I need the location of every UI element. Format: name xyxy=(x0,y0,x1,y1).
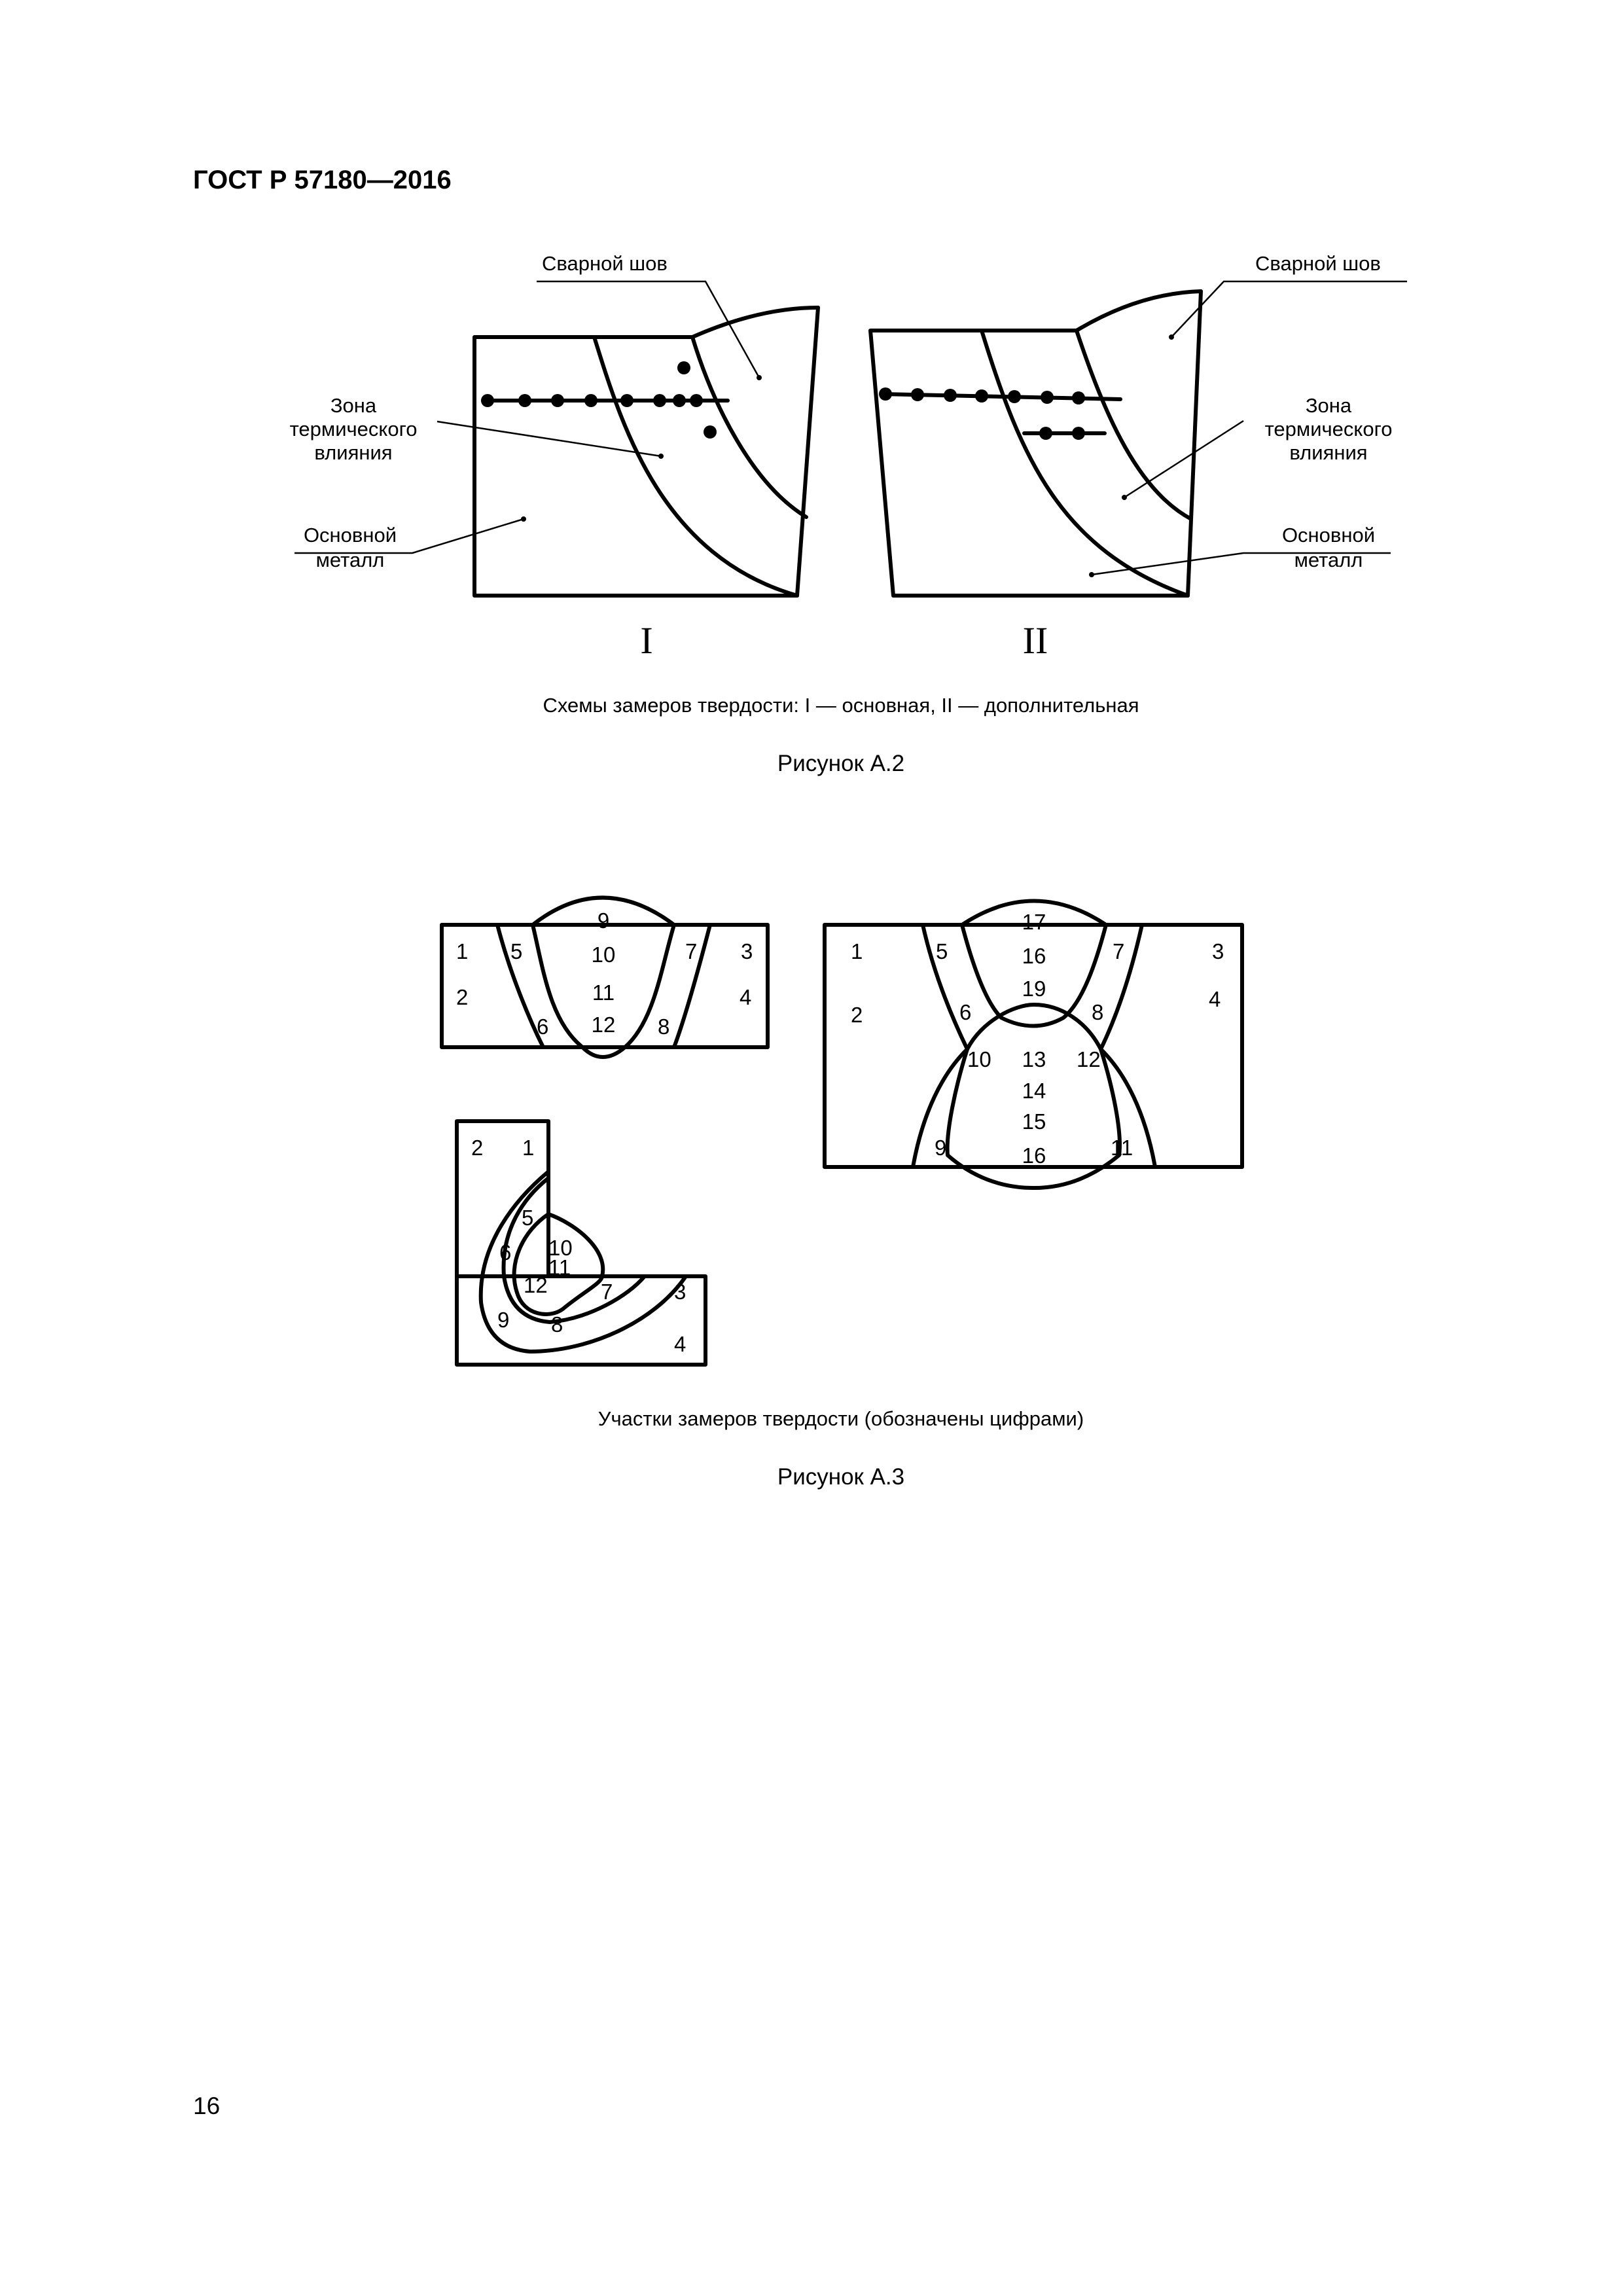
haz-label-line2: термического xyxy=(1264,418,1393,440)
zone-7: 7 xyxy=(601,1280,613,1304)
haz-outer-boundary xyxy=(594,337,797,596)
weld-cap xyxy=(692,308,818,337)
figure-a2-title: Рисунок А.2 xyxy=(777,751,905,776)
zone-9: 9 xyxy=(935,1136,947,1160)
zone-8: 8 xyxy=(1092,1000,1104,1024)
zone-3: 3 xyxy=(741,939,753,963)
figure-a3-caption: Участки замеров твердости (обозначены цифрами) xyxy=(597,1407,1084,1430)
weld-label: Сварной шов xyxy=(1255,252,1381,275)
zone-4: 4 xyxy=(740,985,752,1009)
horizontal-plate-outline xyxy=(457,1276,705,1365)
roman-numeral-i: I xyxy=(640,619,653,662)
haz-leader xyxy=(1124,421,1243,497)
zone-1: 1 xyxy=(522,1136,535,1160)
zone-6: 6 xyxy=(537,1014,549,1039)
zone-2: 2 xyxy=(456,985,469,1009)
zone-7: 7 xyxy=(685,939,698,963)
zone-16-lower: 16 xyxy=(1022,1143,1046,1168)
zone-5: 5 xyxy=(510,939,523,963)
zone-13: 13 xyxy=(1022,1047,1046,1071)
weld-label: Сварной шов xyxy=(542,252,668,275)
zone-9: 9 xyxy=(497,1308,510,1332)
base-metal-outline xyxy=(474,337,797,596)
zone-1: 1 xyxy=(456,939,469,963)
zone-10: 10 xyxy=(548,1236,573,1260)
zone-8: 8 xyxy=(658,1014,670,1039)
zone-5: 5 xyxy=(522,1206,534,1230)
weld-leader xyxy=(537,281,759,378)
zone-8: 8 xyxy=(551,1312,563,1336)
weld-leader xyxy=(1171,281,1407,337)
haz-outer-boundary xyxy=(481,1172,686,1352)
zone-12: 12 xyxy=(1077,1047,1101,1071)
zone-10: 10 xyxy=(591,942,616,967)
zone-19: 19 xyxy=(1022,977,1046,1001)
zone-3: 3 xyxy=(674,1280,687,1304)
zone-9: 9 xyxy=(597,908,610,933)
zone-1: 1 xyxy=(851,939,863,963)
roman-numeral-ii: II xyxy=(1022,619,1048,662)
butt-weld-double-v xyxy=(825,901,1242,1189)
zone-17: 17 xyxy=(1022,910,1046,934)
zone-7: 7 xyxy=(1113,939,1125,963)
haz-label-line1: Зона xyxy=(1305,394,1352,417)
base-label-line2: металл xyxy=(315,548,385,571)
base-metal-outline xyxy=(870,331,1188,596)
zone-11: 11 xyxy=(548,1255,571,1280)
weld-right-edge xyxy=(797,308,818,596)
zone-5: 5 xyxy=(936,939,948,963)
zone-3: 3 xyxy=(1212,939,1224,963)
zone-16-upper: 16 xyxy=(1022,944,1046,968)
zone-6: 6 xyxy=(959,1000,972,1024)
zone-12: 12 xyxy=(524,1273,548,1297)
page-number: 16 xyxy=(193,2092,221,2119)
zone-11: 11 xyxy=(1111,1136,1133,1160)
butt-weld-single-v xyxy=(442,898,768,1058)
zone-14: 14 xyxy=(1022,1079,1046,1103)
haz-outer-boundary xyxy=(982,331,1188,596)
figure-a2-caption: Схемы замеров твердости: I — основная, II — дополнительная xyxy=(543,694,1139,717)
base-label-line2: металл xyxy=(1294,548,1363,571)
zone-4: 4 xyxy=(674,1332,687,1356)
figure-a3-title: Рисунок А.3 xyxy=(777,1464,905,1490)
tee-joint-fillet-weld xyxy=(457,1121,705,1365)
zone-10: 10 xyxy=(967,1047,991,1071)
haz-label-line2: термического xyxy=(289,418,418,440)
haz-label-line3: влияния xyxy=(1289,441,1368,464)
base-label-line1: Основной xyxy=(1281,524,1376,547)
base-label-line1: Основной xyxy=(303,524,397,547)
haz-label-line3: влияния xyxy=(314,441,393,464)
haz-label-line1: Зона xyxy=(330,394,377,417)
weld-right-edge xyxy=(1188,291,1201,596)
zone-6: 6 xyxy=(499,1240,512,1265)
zone-15: 15 xyxy=(1022,1109,1046,1134)
zone-2: 2 xyxy=(851,1003,863,1027)
zone-2: 2 xyxy=(471,1136,484,1160)
diagram-i-main-scheme xyxy=(290,252,818,662)
document-code: ГОСТ Р 57180—2016 xyxy=(193,166,452,194)
zone-4: 4 xyxy=(1209,987,1221,1011)
zone-12: 12 xyxy=(591,1013,616,1037)
diagram-ii-additional-scheme xyxy=(870,252,1407,662)
zone-11: 11 xyxy=(592,980,615,1005)
